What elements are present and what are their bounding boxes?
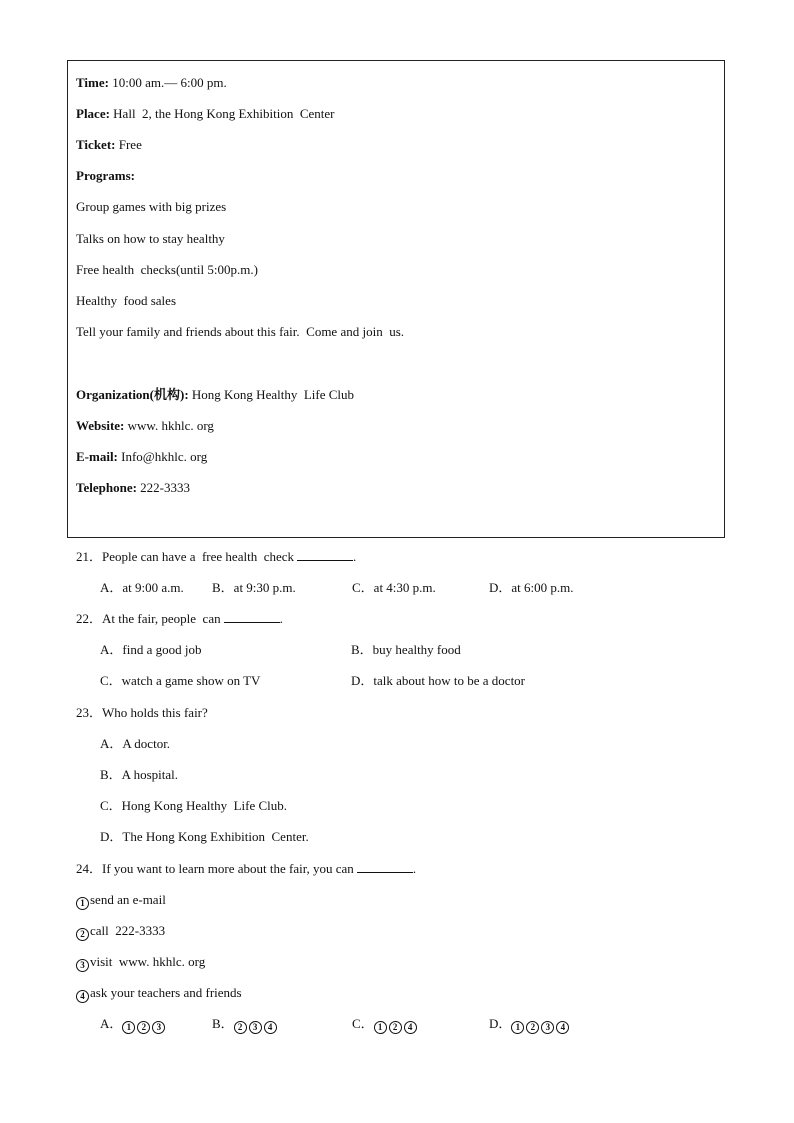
place-label: Place:	[76, 106, 110, 121]
ticket-value: Free	[115, 137, 142, 152]
question-24-stem: 24．If you want to learn more about the fair, you can	[76, 861, 354, 876]
choice-item-text: visit www. hkhlc. org	[90, 954, 206, 969]
option-c: C．Hong Kong Healthy Life Club.	[100, 798, 288, 813]
option-a: A．find a good job	[100, 642, 202, 657]
circled-number: 3	[541, 1021, 554, 1034]
answer-blank	[224, 611, 280, 623]
circled-number: 2	[137, 1021, 150, 1034]
program-item: Free health checks(until 5:00p.m.)	[76, 262, 258, 277]
option-label: A．	[100, 1016, 123, 1031]
circled-number: 3	[76, 959, 89, 972]
circled-number: 4	[556, 1021, 569, 1034]
website-label: Website:	[76, 418, 125, 433]
option-c: C．watch a game show on TV	[100, 673, 261, 688]
program-item: Healthy food sales	[76, 293, 177, 308]
answer-blank	[357, 861, 413, 873]
circled-number: 3	[152, 1021, 165, 1034]
email-line	[76, 449, 207, 465]
option-b: B．at 9:30 p.m.	[212, 580, 296, 595]
question-22	[76, 611, 283, 627]
question-24	[76, 861, 416, 877]
time-value: 10:00 am.— 6:00 pm.	[108, 75, 227, 90]
choice-item-text: send an e-mail	[90, 892, 166, 907]
circled-number: 2	[234, 1021, 247, 1034]
circled-number: 1	[76, 897, 89, 910]
option-c	[352, 1016, 419, 1034]
place-value: Hall 2, the Hong Kong Exhibition Center	[109, 106, 335, 121]
option-label: D．	[489, 1016, 512, 1031]
choice-item-3	[76, 954, 205, 972]
circled-number: 2	[389, 1021, 402, 1034]
option-label: B．	[212, 1016, 234, 1031]
question-end: .	[412, 861, 417, 876]
website-value: www. hkhlc. org	[124, 418, 214, 433]
option-d: D．at 6:00 p.m.	[489, 580, 574, 595]
ticket-line	[76, 137, 142, 153]
programs-label: Programs:	[76, 168, 135, 183]
question-21-stem: 21．People can have a free health check	[76, 549, 295, 564]
email-label: E-mail:	[76, 449, 118, 464]
circled-number: 1	[511, 1021, 524, 1034]
option-d: D．talk about how to be a doctor	[351, 673, 526, 688]
answer-blank	[297, 549, 353, 561]
email-value: Info@hkhlc. org	[117, 449, 208, 464]
phone-label: Telephone:	[76, 480, 137, 495]
option-d	[489, 1016, 571, 1034]
program-item: Talks on how to stay healthy	[76, 231, 225, 246]
question-end: .	[279, 611, 283, 626]
option-b: B．buy healthy food	[351, 642, 461, 657]
invite-text: Tell your family and friends about this fair. Come and join us.	[76, 324, 405, 339]
org-value: Hong Kong Healthy Life Club	[188, 387, 355, 402]
option-a: A．A doctor.	[100, 736, 171, 751]
choice-item-4	[76, 985, 242, 1003]
circled-number: 1	[374, 1021, 387, 1034]
website-line	[76, 418, 214, 434]
program-item: Group games with big prizes	[76, 199, 227, 214]
option-a: A．at 9:00 a.m.	[100, 580, 184, 595]
org-label: Organization(机构):	[76, 387, 189, 402]
circled-number: 4	[264, 1021, 277, 1034]
circled-number: 2	[76, 928, 89, 941]
option-c: C．at 4:30 p.m.	[352, 580, 436, 595]
option-a	[100, 1016, 167, 1034]
choice-item-2	[76, 923, 165, 941]
question-21	[76, 549, 356, 565]
circled-number: 3	[249, 1021, 262, 1034]
option-label: C．	[352, 1016, 374, 1031]
phone-value: 222-3333	[136, 480, 191, 495]
place-line	[76, 106, 335, 122]
time-label: Time:	[76, 75, 109, 90]
option-d: D．The Hong Kong Exhibition Center.	[100, 829, 309, 844]
circled-number: 4	[76, 990, 89, 1003]
org-line	[76, 387, 354, 403]
choice-item-text: call 222-3333	[90, 923, 166, 938]
question-22-stem: 22．At the fair, people can	[76, 611, 221, 626]
choice-item-text: ask your teachers and friends	[90, 985, 242, 1000]
question-23: 23．Who holds this fair?	[76, 705, 208, 720]
circled-number: 1	[122, 1021, 135, 1034]
time-line	[76, 75, 227, 91]
option-b	[212, 1016, 279, 1034]
choice-item-1	[76, 892, 166, 910]
circled-number: 4	[404, 1021, 417, 1034]
phone-line	[76, 480, 190, 496]
ticket-label: Ticket:	[76, 137, 116, 152]
circled-number: 2	[526, 1021, 539, 1034]
option-b: B．A hospital.	[100, 767, 179, 782]
question-end: .	[353, 549, 357, 564]
